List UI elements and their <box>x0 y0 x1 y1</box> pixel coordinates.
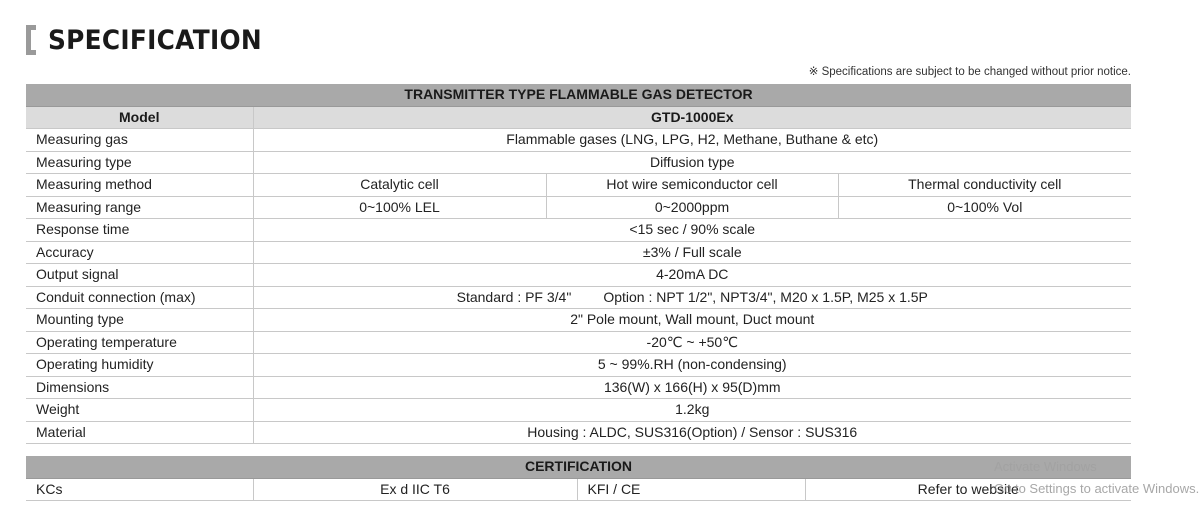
row-label: Conduit connection (max) <box>26 286 253 309</box>
page-title: SPECIFICATION <box>48 24 262 56</box>
row-label: Measuring method <box>26 174 253 197</box>
row-value: ±3% / Full scale <box>253 241 1131 264</box>
row-value: 1.2kg <box>253 399 1131 422</box>
model-label: Model <box>26 106 253 129</box>
specification-table <box>26 84 1131 444</box>
table-title-row <box>26 84 1131 106</box>
row-label: Operating temperature <box>26 331 253 354</box>
heading-bracket-icon <box>26 25 36 55</box>
table-row <box>26 478 1131 501</box>
row-value: Flammable gases (LNG, LPG, H2, Methane, Buthane & etc) <box>253 129 1131 152</box>
row-label: Dimensions <box>26 376 253 399</box>
table-row <box>26 399 1131 422</box>
conduit-option: Option : NPT 1/2", NPT3/4", M20 x 1.5P, M25 x 1.5P <box>603 288 928 305</box>
certification-table <box>26 456 1131 501</box>
table-row <box>26 421 1131 444</box>
table-row <box>26 376 1131 399</box>
table-row <box>26 241 1131 264</box>
conduit-standard: Standard : PF 3/4" <box>456 288 572 305</box>
row-value: Refer to website <box>805 478 1131 501</box>
table-row <box>26 264 1131 287</box>
row-value: Ex d IIC T6 <box>253 478 577 501</box>
table-row <box>26 174 1131 197</box>
table-title: TRANSMITTER TYPE FLAMMABLE GAS DETECTOR <box>26 84 1131 106</box>
row-value: <15 sec / 90% scale <box>253 219 1131 242</box>
table-row <box>26 331 1131 354</box>
row-label: KCs <box>26 478 253 501</box>
row-label: Material <box>26 421 253 444</box>
table-row <box>26 309 1131 332</box>
row-label: Mounting type <box>26 309 253 332</box>
row-label: Output signal <box>26 264 253 287</box>
certification-title-row <box>26 456 1131 478</box>
row-value: Catalytic cell <box>253 174 546 197</box>
table-row <box>26 354 1131 377</box>
row-label: Weight <box>26 399 253 422</box>
row-value: Diffusion type <box>253 151 1131 174</box>
row-label: Measuring type <box>26 151 253 174</box>
model-row <box>26 106 1131 129</box>
row-value: -20℃ ~ +50℃ <box>253 331 1131 354</box>
model-value: GTD-1000Ex <box>253 106 1131 129</box>
row-value: Housing : ALDC, SUS316(Option) / Sensor : SUS316 <box>253 421 1131 444</box>
table-row <box>26 286 1131 309</box>
row-value: 136(W) x 166(H) x 95(D)mm <box>253 376 1131 399</box>
row-label: Operating humidity <box>26 354 253 377</box>
row-value: Hot wire semiconductor cell <box>546 174 838 197</box>
table-row <box>26 196 1131 219</box>
section-heading <box>26 22 281 58</box>
row-label: Response time <box>26 219 253 242</box>
row-label: Measuring gas <box>26 129 253 152</box>
row-value: 0~100% LEL <box>253 196 546 219</box>
table-row <box>26 219 1131 242</box>
certification-title: CERTIFICATION <box>26 456 1131 478</box>
row-value: Thermal conductivity cell <box>838 174 1131 197</box>
row-label: Measuring range <box>26 196 253 219</box>
row-value: KFI / CE <box>577 478 805 501</box>
table-row <box>26 151 1131 174</box>
activation-watermark-subtitle: Go to Settings to activate Windows. <box>994 481 1199 496</box>
row-value <box>253 286 1131 309</box>
table-row <box>26 129 1131 152</box>
row-value: 0~100% Vol <box>838 196 1131 219</box>
row-value: 4-20mA DC <box>253 264 1131 287</box>
change-notice: ※ Specifications are subject to be changed without prior notice. <box>808 66 1131 78</box>
row-value: 2" Pole mount, Wall mount, Duct mount <box>253 309 1131 332</box>
row-label: Accuracy <box>26 241 253 264</box>
row-value: 0~2000ppm <box>546 196 838 219</box>
row-value: 5 ~ 99%.RH (non-condensing) <box>253 354 1131 377</box>
activation-watermark-title: Activate Windows <box>994 459 1097 474</box>
